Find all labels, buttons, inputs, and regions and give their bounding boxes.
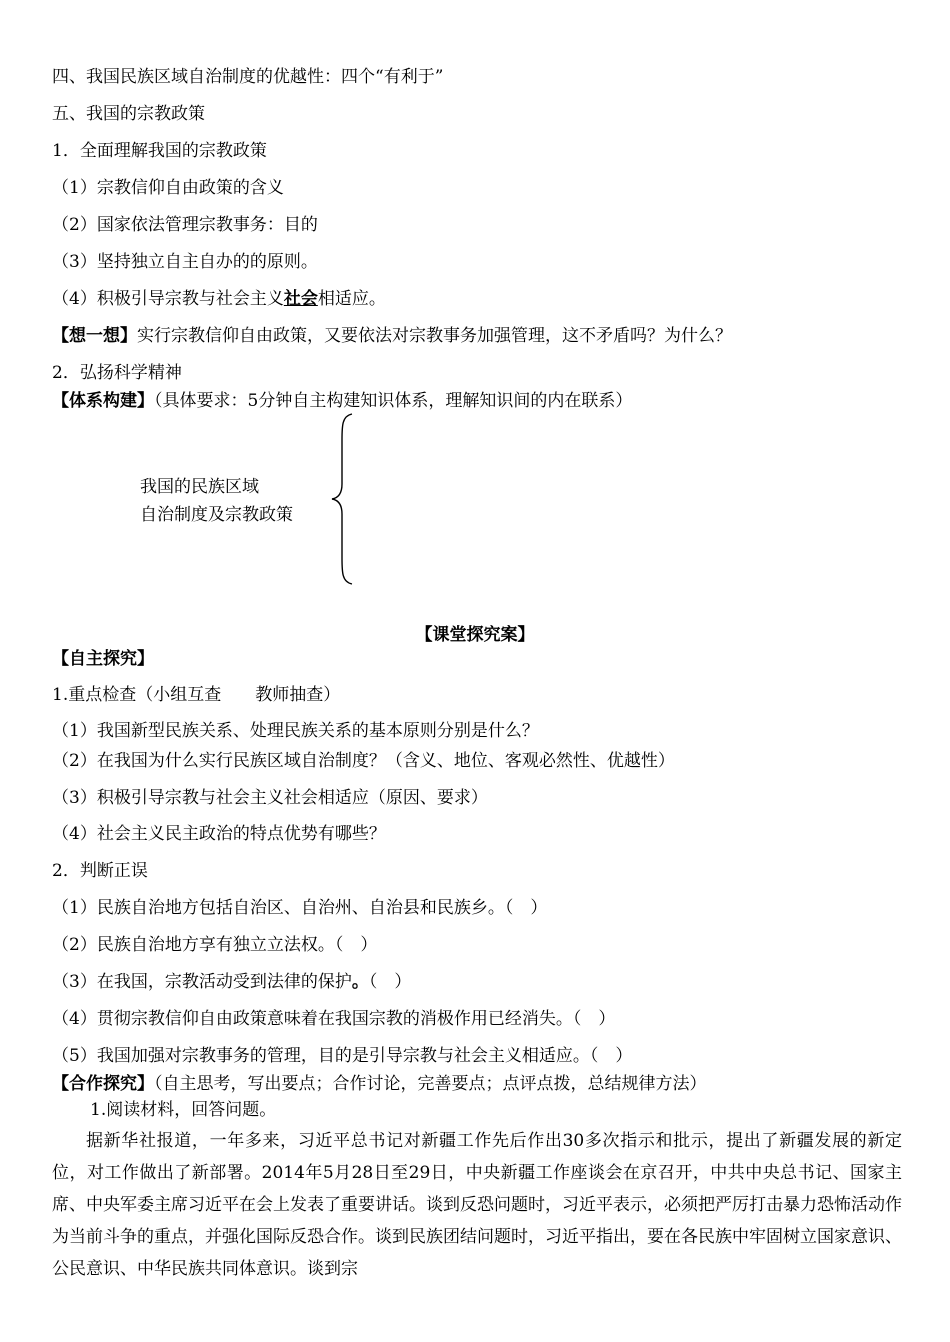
section-4-heading: 四、我国民族区域自治制度的优越性：四个“有利于” bbox=[52, 67, 444, 87]
material-passage: 据新华社报道，一年多来，习近平总书记对新疆工作先后作出30多次指示和批示，提出了新疆发展的新定位，对工作做出了新部署。2014年5月28日至29日，中央新疆工作座谈会在京召开，中共中央总书记、国家主席、中央军委主席习近平在会上发表了重要讲话。谈到反恐问题时，习近平表示，必须把严厉打击暴力恐怖活动作为当前斗争的重点，并强化国际反恐合作。谈到民族团结问题时，习近平指出，要在各民族中牢固树立国家意识、公民意识、中华民族共同体意识。谈到宗 bbox=[52, 1131, 902, 1279]
judge-question-3 bbox=[52, 971, 411, 993]
judge-title: 2．判断正误 bbox=[52, 861, 148, 881]
read-material-title: 1.阅读材料，回答问题。 bbox=[90, 1100, 277, 1120]
brace-label-line-1: 我国的民族区域 bbox=[140, 477, 259, 497]
coop-tag: 【合作探究】 bbox=[52, 1074, 154, 1094]
sub-item-4-prefix: （4）积极引导宗教与社会主义 bbox=[52, 289, 284, 309]
judge-question-3-blank: （ ） bbox=[368, 972, 412, 992]
sub-item-3: （3）坚持独立自主自办的的原则。 bbox=[52, 252, 318, 272]
judge-question-4: （4）贯彻宗教信仰自由政策意味着在我国宗教的消极作用已经消失。（ ） bbox=[52, 1009, 616, 1029]
check-question-2: （2）在我国为什么实行民族区域自治制度？（含义、地位、客观必然性、优越性） bbox=[52, 751, 675, 771]
sub-item-4-underlined: 社会 bbox=[283, 289, 318, 309]
coop-text: （自主思考，写出要点；合作讨论，完善要点；点评点拨，总结规律方法） bbox=[154, 1074, 707, 1094]
judge-question-5: （5）我国加强对宗教事务的管理，目的是引导宗教与社会主义相适应。（ ） bbox=[52, 1046, 633, 1066]
check-question-4: （4）社会主义民主政治的特点优势有哪些？ bbox=[52, 824, 386, 844]
self-explore-tag: 【自主探究】 bbox=[52, 649, 154, 669]
sub-item-4 bbox=[52, 288, 386, 310]
curly-brace bbox=[330, 410, 360, 588]
class-explore-title: 【课堂探究案】 bbox=[415, 625, 535, 645]
section-5-heading: 五、我国的宗教政策 bbox=[52, 104, 205, 124]
item-2-heading: 2．弘扬科学精神 bbox=[52, 363, 182, 383]
think-question bbox=[52, 325, 732, 347]
system-tag: 【体系构建】 bbox=[52, 391, 154, 411]
judge-question-1: （1）民族自治地方包括自治区、自治州、自治县和民族乡。（ ） bbox=[52, 898, 548, 918]
judge-question-3-period: 。 bbox=[351, 972, 369, 992]
item-1-heading: 1．全面理解我国的宗教政策 bbox=[52, 141, 267, 161]
check-question-3: （3）积极引导宗教与社会主义社会相适应（原因、要求） bbox=[52, 788, 488, 808]
check-question-1: （1）我国新型民族关系、处理民族关系的基本原则分别是什么？ bbox=[52, 721, 539, 741]
sub-item-1: （1）宗教信仰自由政策的含义 bbox=[52, 178, 284, 198]
judge-question-2: （2）民族自治地方享有独立立法权。（ ） bbox=[52, 935, 378, 955]
think-text: 实行宗教信仰自由政策，又要依法对宗教事务加强管理，这不矛盾吗？为什么？ bbox=[137, 326, 732, 346]
system-text: （具体要求：5分钟自主构建知识体系，理解知识间的内在联系） bbox=[154, 391, 633, 411]
key-check-title: 1.重点检查（小组互查 教师抽查） bbox=[52, 685, 341, 705]
sub-item-4-suffix: 相适应。 bbox=[317, 289, 386, 309]
system-build-line bbox=[52, 390, 632, 412]
brace-label-line-2: 自治制度及宗教政策 bbox=[140, 505, 293, 525]
think-tag: 【想一想】 bbox=[52, 326, 137, 346]
sub-item-2: （2）国家依法管理宗教事务：目的 bbox=[52, 215, 318, 235]
judge-question-3-text: （3）在我国，宗教活动受到法律的保护 bbox=[52, 972, 352, 992]
coop-explore-line bbox=[52, 1073, 707, 1095]
